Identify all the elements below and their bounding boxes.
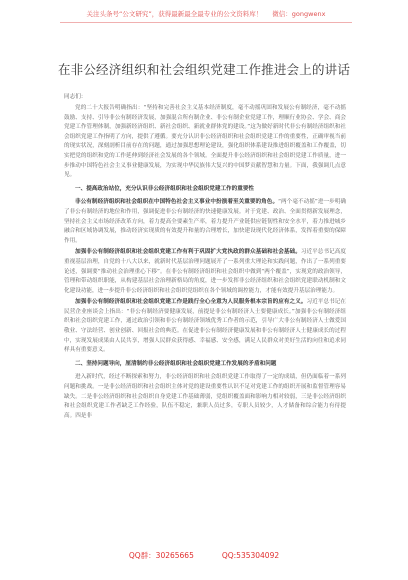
paragraph	[64, 198, 346, 246]
section-heading	[64, 185, 346, 195]
section-heading	[64, 360, 346, 370]
banner-wechat-text: 微信：gongwenx	[272, 10, 326, 18]
paragraph	[64, 248, 346, 296]
footer-qq-group: QQ群：30265665	[128, 551, 194, 560]
footer-contact	[0, 550, 408, 562]
paragraph-lead: 非公有制经济组织和社会组织在中国特色社会主义事业中扮演着至关重要的角色。	[75, 199, 279, 206]
paragraph-text: “两个毫不动摇”进一步明确了非公有制经济的地位和作用，强调促进非公有制经济的快速健康发展。对于党建、政治、全面贯彻新发展理念，坚持社会主义市场经济改革方向，着力提高全要素生产率，着力提升产业链供应链韧性和安全水平，着力推进城乡融合和区域协调发展，推动经济实现质的有效提升和量的合理增长，加快建设现代化经济体系，发挥着重要的保障作用。	[64, 199, 346, 244]
paragraph	[64, 373, 346, 421]
paragraph-text: 习近平总书记高度重视基层治理，自党的十八大以来，就新时代基层治理问题展开了一系列重大理论和实践问题，作出了一系列重要论述，强调要“推动社会治理重心下移”。在非公有制经济组织和社会组织中做到“两个覆盖”，实现党的政治领导，管理和带动组织职能，从构建基层社会治理新格局的角度，进一步发挥非公经济组织和社会组织党建联动机制和文化建设功能，进一步提升非公经济组织和社会组织党组织在各个领域的调控能力，才能有效提升基层治理能力。	[64, 249, 346, 294]
paragraph-lead: 加强非公有制经济组织和社会组织党建工作有利于巩固扩大党执政的群众基础和社会基础。	[75, 249, 301, 256]
paragraph	[64, 298, 346, 356]
document-body	[64, 104, 346, 530]
section-heading-text: 一、提高政治站位，充分认识非公经济组织和社会组织党建工作的重要性	[75, 185, 255, 192]
document-title: 在非公经济组织和社会组织党建工作推进会上的讲话	[57, 62, 351, 77]
footer-qq: QQ:535304092	[221, 551, 280, 560]
paragraph-text: 党的二十大报告明确指出：“坚持和完善社会主义基本经济制度，毫不动摇巩固和发展公有制经济，毫不动摇鼓励、支持、引导非公有制经济发展，加强混合所有制企业、非公有制企业党建工作，理顺行业协会、学会、商会党建工作管理体制，加强新经济组织、新社会组织、新就业群体党的建设。”这为做好新时代非公有制经济组织和社会组织党建工作指明了方向，提供了遵循。要充分认识非公经济组织和社会组织党建工作的重要性，正确审视当前的现实状况，深刻剖析目前存在的问题，通过加强思想理论建设，强化组织体系建设推进组织覆盖和工作覆盖，切实把党的组织和党的工作延伸到经济社会发展的各个领域。全面提升非公经济组织和社会组织党建工作质量，进一步推动中国特色社会主义事业健康发展，为实现中华民族伟大复兴的中国梦贡献智慧和力量。下面，我强调几点意见。	[64, 105, 346, 179]
paragraph-lead: 加强非公有制经济组织和社会组织党建工作是践行全心全意为人民服务根本宗旨的应有之义。	[75, 299, 307, 306]
paragraph-text: 习近平总书记在民营企业座谈会上指出：“非公有制经济要健康发展，前提是非公有制经济人士要健康成长。”加强非公有制经济组织和社会组织党建工作，通过政治引领和非公有制经济领域优秀工作者的示范，引导广大非公有制经济人士做爱国敬业、守法经营、创业创新、回报社会的典范。在促进非公有制经济健康发展和非公有制经济人士健康成长的过程中，实现发展成果由人民共享，增强人民群众获得感、幸福感、安全感，满足人民群众对美好生活的向往和追求同样具有重要意义。	[64, 299, 346, 354]
section-heading-text: 二、坚持问题导向，厘清制约非公经济组织和社会组织党建工作发展的矛盾和问题	[75, 360, 277, 367]
header-banner	[60, 6, 352, 23]
salutation: 同志们：	[64, 94, 87, 100]
paragraph-text: 进入新时代，经过不断探索和努力，非公经济组织和社会组织党建工作取得了一定的成绩，但仍面临着一系列问题和挑战。一是非公经济组织和社会组织主体对党的建设重要性认识不足对党建工作的组织开展和监督管理容易缺失。二是非公经济组织和社会组织自身党建工作基础薄弱，党组织覆盖面和影响力相对较弱，三是非公经济组织和社会组织党建工作者缺乏工作经验，队伍不稳定，兼职人员过多，专职人员较少，人才储备和综合能力有待提高。四是非	[64, 374, 346, 419]
paragraph	[64, 104, 346, 181]
banner-promo-text: 关注头条号“公文研究”，获得最新最全最专业的公文资料库！	[86, 10, 263, 18]
